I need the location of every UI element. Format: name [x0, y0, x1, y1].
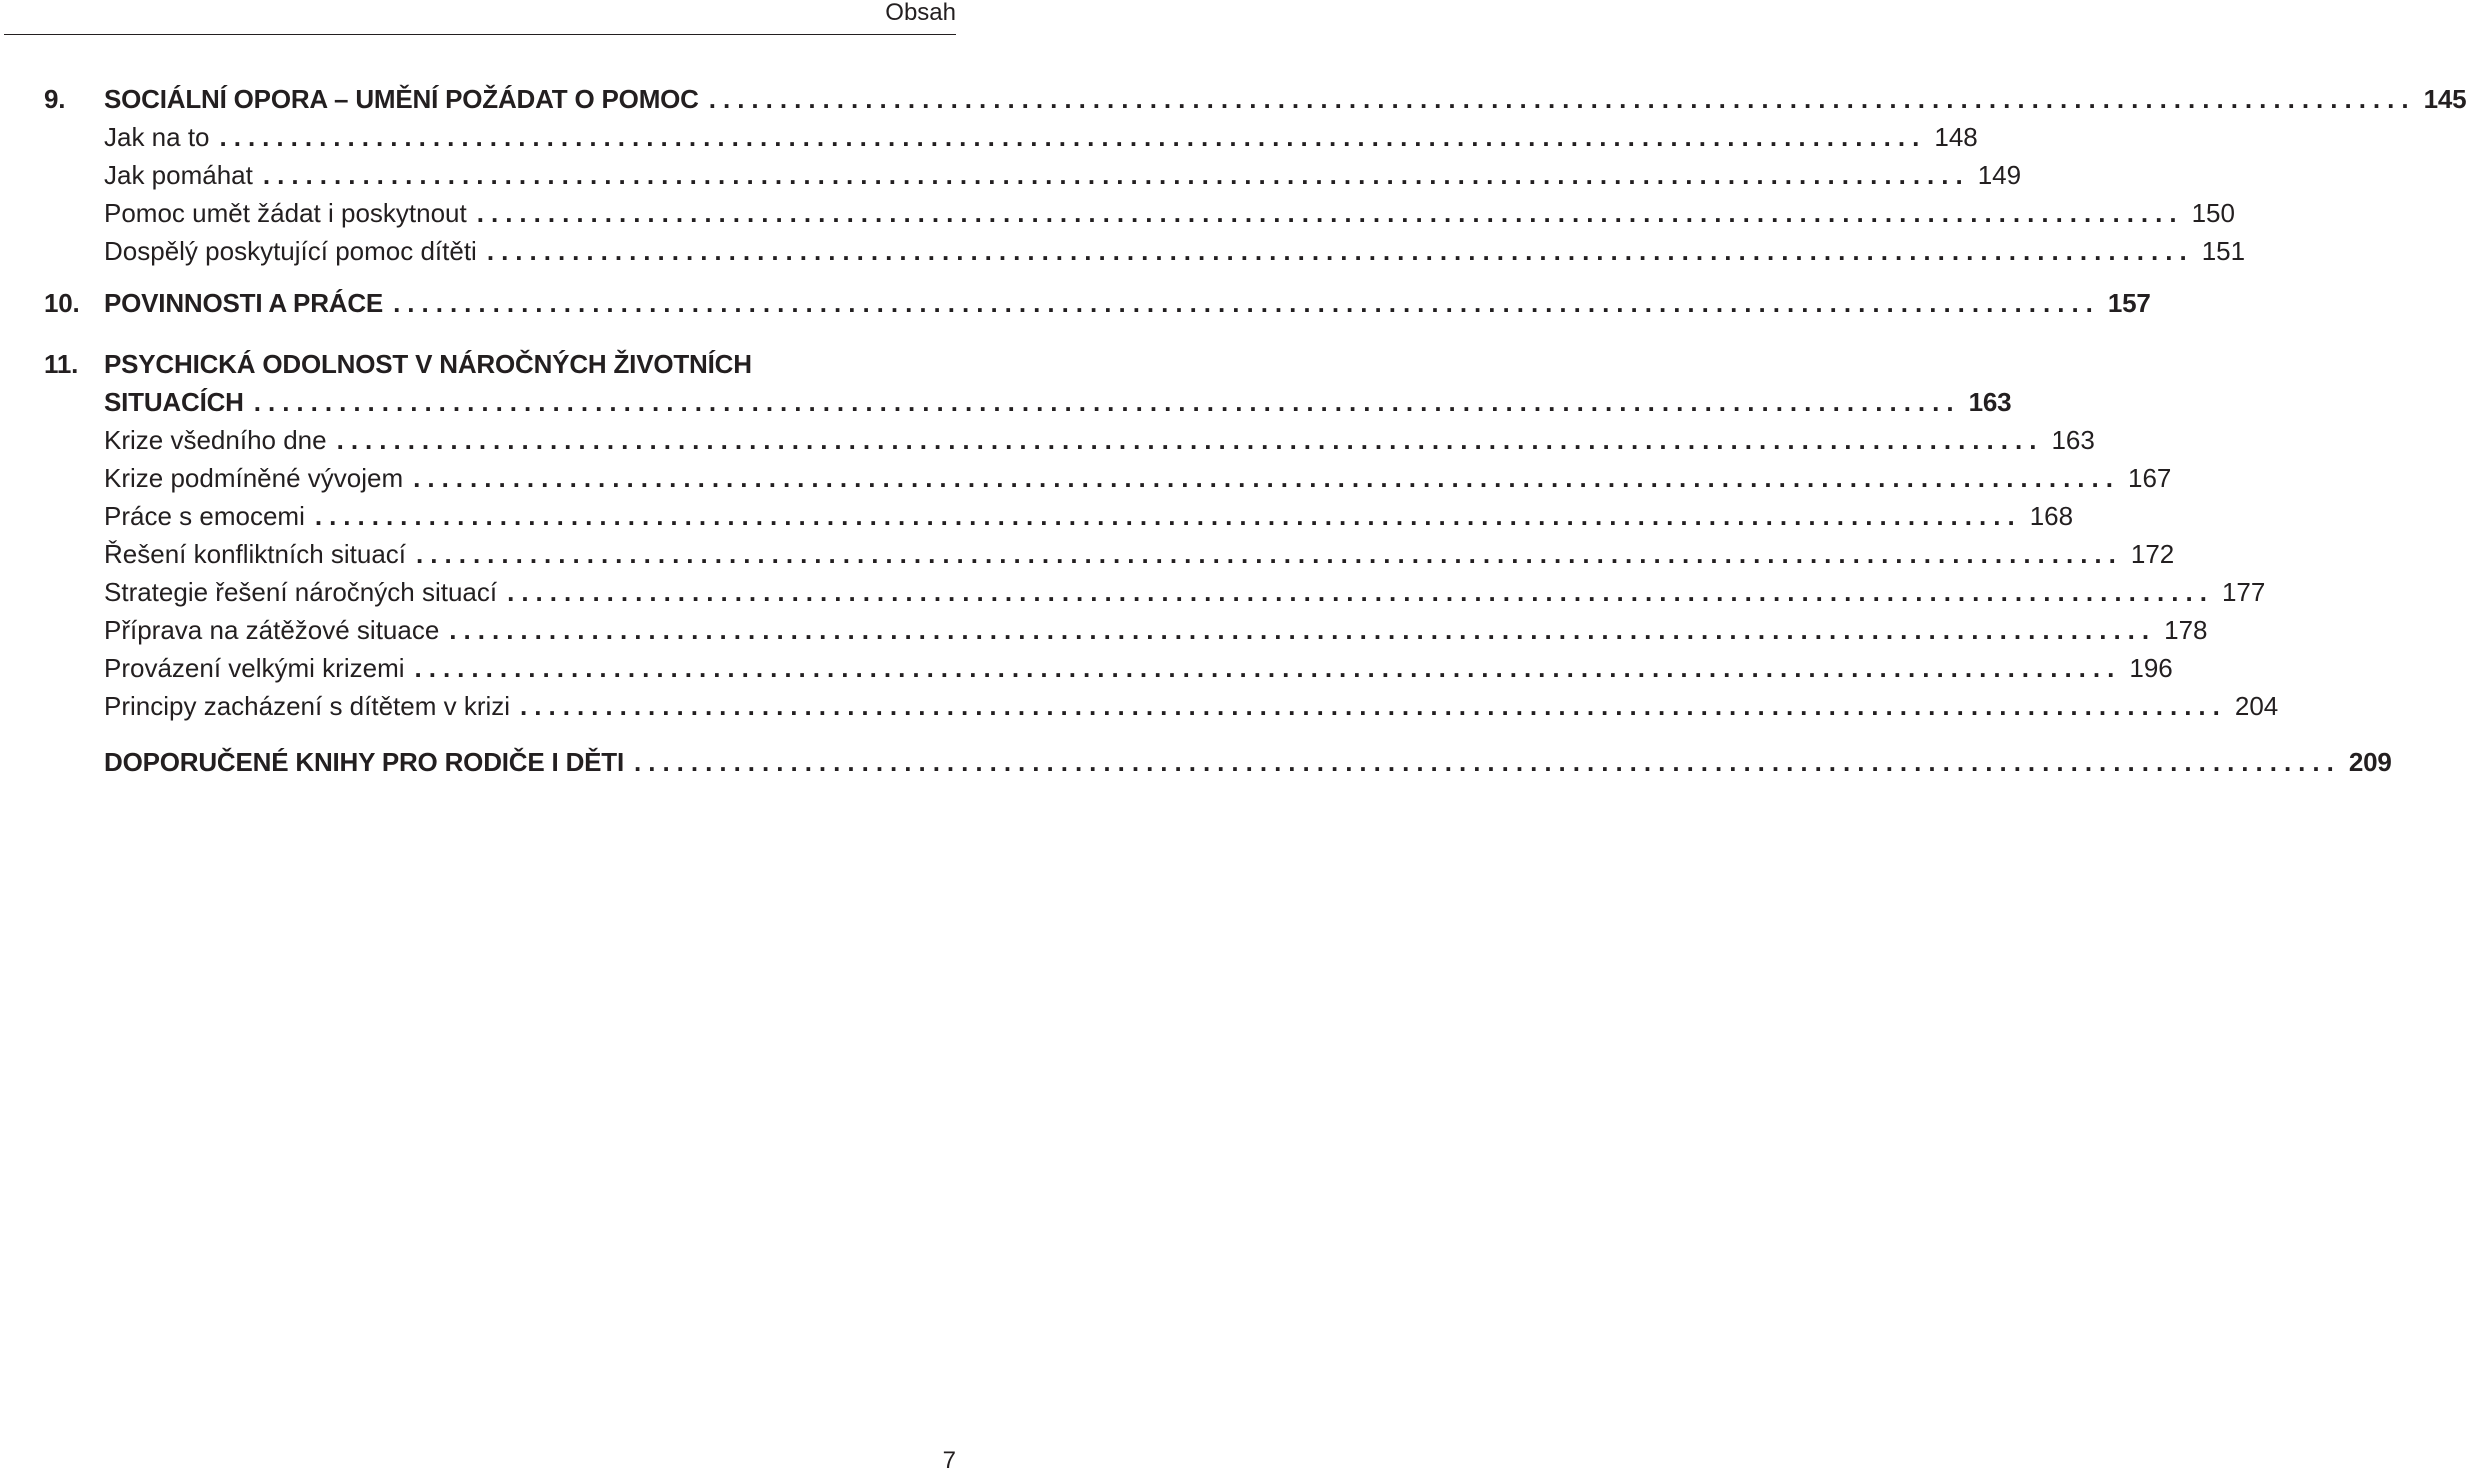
dot-leader: ........................................................................................................................ [336, 425, 2044, 455]
toc-chapter-11-line1[interactable] [0, 345, 960, 383]
page-number: 149 [1977, 160, 2022, 190]
dot-leader: ........................................................................................................................ [507, 577, 2214, 607]
page-number: 172 [2130, 539, 2175, 569]
toc-entry [104, 194, 2235, 232]
chapter-title-line1: PSYCHICKÁ ODOLNOST V NÁROČNÝCH ŽIVOTNÍCH [104, 349, 752, 379]
item-title: Příprava na zátěžové situace [104, 615, 440, 645]
folio-page-number: 7 [942, 1447, 956, 1474]
item-title: Dospělý poskytující pomoc dítěti [104, 236, 477, 266]
toc-entry [104, 80, 2466, 118]
toc-entry [104, 118, 1978, 156]
dot-leader: ........................................................................................................................ [416, 539, 2123, 569]
toc-entry [104, 383, 2012, 421]
section-gap [0, 270, 960, 284]
item-title: Pomoc umět žádat i poskytnout [104, 198, 467, 228]
toc-item[interactable] [0, 611, 2208, 649]
section-gap [0, 322, 960, 345]
dot-leader: ........................................................................................................................ [476, 198, 2184, 228]
dot-leader: ........................................................................................................................ [414, 653, 2122, 683]
page-number: 177 [2221, 577, 2266, 607]
item-title: Provázení velkými krizemi [104, 653, 405, 683]
dot-leader: ........................................................................................................................ [413, 463, 2120, 493]
dot-leader: ........................................................................................................................ [520, 691, 2227, 721]
toc-recommended-books[interactable] [0, 743, 2392, 781]
toc-item[interactable] [0, 535, 2175, 573]
dot-leader: ........................................................................................................................ [486, 236, 2194, 266]
toc-chapter-11-line2[interactable] [0, 383, 2012, 421]
page-number: 157 [2107, 288, 2151, 318]
toc-item[interactable] [0, 156, 2022, 194]
page-number: 163 [1968, 387, 2012, 417]
dot-leader: ........................................................................................................................ [219, 122, 1927, 152]
header-rule [4, 34, 956, 35]
toc-entry [104, 284, 2151, 322]
toc-item[interactable] [0, 649, 2173, 687]
item-title: Jak pomáhat [104, 160, 253, 190]
table-of-contents [0, 80, 2466, 781]
page-number: 150 [2191, 198, 2235, 228]
chapter-title: SOCIÁLNÍ OPORA – UMĚNÍ POŽÁDAT O POMOC [104, 84, 699, 114]
item-title: Krize všedního dne [104, 425, 327, 455]
page-number: 148 [1934, 122, 1978, 152]
page-number: 145 [2423, 84, 2466, 114]
page-number: 209 [2348, 747, 2392, 777]
page-number: 196 [2129, 653, 2173, 683]
dot-leader: ........................................................................................................................ [393, 288, 2100, 318]
item-title: Práce s emocemi [104, 501, 305, 531]
toc-item[interactable] [0, 573, 2266, 611]
page-number: 168 [2029, 501, 2074, 531]
dot-leader: ........................................................................................................................ [634, 747, 2341, 777]
dot-leader: ........................................................................................................................ [253, 387, 1961, 417]
item-title: Jak na to [104, 122, 210, 152]
chapter-title: POVINNOSTI A PRÁCE [104, 288, 384, 318]
toc-chapter-9[interactable] [0, 80, 2466, 118]
toc-entry [104, 573, 2266, 611]
dot-leader: ........................................................................................................................ [449, 615, 2157, 645]
toc-entry [104, 232, 2246, 270]
toc-entry [104, 497, 2074, 535]
toc-item[interactable] [0, 118, 1978, 156]
chapter-number: 9. [44, 84, 66, 114]
page-number: 167 [2127, 463, 2172, 493]
toc-entry [104, 611, 2208, 649]
page-number: 151 [2201, 236, 2246, 266]
toc-entry [104, 687, 2279, 725]
toc-item[interactable] [0, 232, 2246, 270]
toc-entry [104, 649, 2173, 687]
running-head: Obsah [885, 0, 956, 26]
chapter-title-line2: SITUACÍCH [104, 387, 244, 417]
chapter-title: DOPORUČENÉ KNIHY PRO RODIČE I DĚTI [104, 747, 625, 777]
section-gap [0, 725, 960, 743]
toc-item[interactable] [0, 459, 2172, 497]
item-title: Strategie řešení náročných situací [104, 577, 498, 607]
chapter-number: 10. [44, 288, 80, 318]
dot-leader: ........................................................................................................................ [314, 501, 2022, 531]
toc-item[interactable] [0, 687, 2279, 725]
dot-leader: ........................................................................................................................ [708, 84, 2416, 114]
toc-entry [104, 743, 2392, 781]
toc-entry [104, 459, 2172, 497]
page-number: 178 [2164, 615, 2208, 645]
page-number: 163 [2051, 425, 2095, 455]
toc-entry [104, 535, 2175, 573]
dot-leader: ........................................................................................................................ [262, 160, 1970, 190]
toc-entry [104, 421, 2095, 459]
toc-item[interactable] [0, 497, 2074, 535]
toc-chapter-10[interactable] [0, 284, 2151, 322]
toc-item[interactable] [0, 194, 2235, 232]
toc-entry [104, 156, 2022, 194]
item-title: Krize podmíněné vývojem [104, 463, 404, 493]
page-number: 204 [2234, 691, 2279, 721]
chapter-number: 11. [44, 349, 79, 379]
item-title: Řešení konfliktních situací [104, 539, 407, 569]
toc-item[interactable] [0, 421, 2095, 459]
item-title: Principy zacházení s dítětem v krizi [104, 691, 511, 721]
